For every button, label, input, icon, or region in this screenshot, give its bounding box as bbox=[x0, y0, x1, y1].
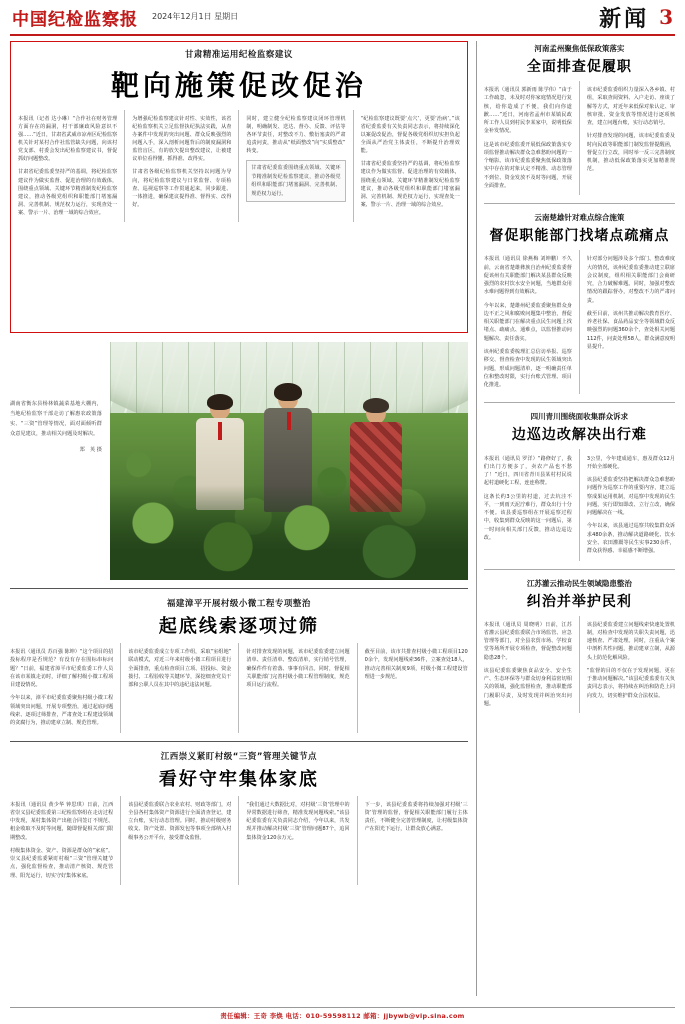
article-jiangsu-col-2 bbox=[587, 616, 675, 714]
column-separator bbox=[238, 643, 239, 733]
article-sichuan-para-2: 该县纪委监委坚持把解决群众急难愁盼问题作为巡察工作的重要内容，建立巡察成果运用机制，对巡察中发现的民生问题，实行即知即改、立行立改，确保问题解决在一线。 bbox=[586, 477, 676, 517]
lead-story-columns bbox=[18, 110, 460, 222]
newspaper-logo: 中国纪检监察报 bbox=[12, 9, 138, 30]
article-yunnan-kicker: 云南楚雄针对难点综合施策 bbox=[534, 213, 625, 223]
article-fujian-col-3 bbox=[246, 643, 349, 733]
article-fujian-columns bbox=[10, 643, 468, 733]
article-jiangxi-kicker: 江西崇义紧盯村级“三资”管理关键节点 bbox=[160, 751, 317, 762]
column-separator bbox=[357, 796, 358, 886]
article-fujian bbox=[10, 597, 468, 733]
person-hair bbox=[207, 394, 233, 410]
lead-story-para-0: 甘肃省纪委监委坚持严的基调，将纪检监察建议作为做实监督、促进治理的有效载体，围绕重点领域、关键环节精准制发纪检监察建议，推动各级党组织和职能部门堵塞漏洞、完善机制、规范权力运行，实现查处一案、警示一片、治理一域的综合效应。 bbox=[18, 169, 118, 216]
column-separator bbox=[579, 449, 580, 560]
column-separator bbox=[238, 796, 239, 886]
article-henan bbox=[484, 43, 675, 195]
article-jiangxi-col-1 bbox=[10, 796, 113, 886]
article-jiangxi-col-4 bbox=[365, 796, 468, 886]
column-separator bbox=[579, 81, 580, 195]
right-column bbox=[476, 41, 675, 996]
greenhouse-photo bbox=[110, 342, 468, 580]
column-separator bbox=[579, 250, 580, 394]
article-fujian-col-1 bbox=[10, 643, 113, 733]
article-jiangxi-col-3 bbox=[246, 796, 349, 886]
photo-caption-wrap bbox=[10, 342, 102, 580]
article-henan-para-1: 这是该市纪委监委开展低保政策落实专项监督推动解决群众急难愁盼问题的一个缩影。该市纪委监委聚焦低保政策落实中存在的对象认定不精准、动态管理不到位、资金发放不及时等问题，开展全面排查。 bbox=[483, 141, 572, 189]
article-jiangsu-para-2: 该县纪委监委建立问题线索快速处置机制，对检查中发现的失职失责问题，迅速核查、严肃处理。同时，注重从个案中剖析共性问题，推动建章立制，从源头上防范化解风险。 bbox=[586, 621, 676, 661]
page-footer: 责任编辑：王奇 李焕 电话：010-59598112 邮箱：jjbywb@vip.sina.com bbox=[10, 1007, 675, 1020]
article-jiangxi-para-0: 本报讯（通讯员 黄少华 钟思琪）日前，江西省崇义县纪委监委第三纪检监察组在走访过程中发现，某村集体资产出租合同签订不规范、租金收取不及时等问题，随即督促相关部门限期整改。 bbox=[10, 801, 114, 841]
article-yunnan-headline: 督促职能部门找堵点疏痛点 bbox=[489, 228, 670, 245]
article-henan-col-1 bbox=[484, 81, 572, 195]
article-jiangxi-columns bbox=[10, 796, 468, 886]
article-sichuan-col-1 bbox=[484, 449, 572, 560]
article-jiangxi-para-2: 该县纪委监委联合农业农村、财政等部门，对全县各村集体资产资源进行全面清查登记，建立台账，实行动态管理。同时，推动村级财务收支、资产处置、资源发包等事项全部纳入村级事务公开平台，接受群众监督。 bbox=[128, 801, 232, 841]
article-henan-kicker: 河南孟州聚焦低保政策落实 bbox=[534, 44, 625, 53]
article-yunnan-para-1: 今年以来，楚雄州纪委监委聚焦群众身边不正之风和腐败问题集中整治，督促相关职能部门在解决重点民生问题上找堵点、疏痛点、通难点，以监督推动问题解决、责任落实。 bbox=[483, 302, 572, 342]
person-hair bbox=[274, 383, 302, 401]
article-yunnan bbox=[484, 212, 675, 394]
article-sichuan-columns bbox=[484, 449, 675, 560]
section-divider bbox=[484, 569, 675, 570]
lead-story-dateline: 本报讯（记者 达小琳）“合作社在财务管理方面存在的漏洞，村干部廉政风险意识不强……”近日，甘肃省武威市凉州区纪检监察机关针对某村合作社监管缺失问题，向该村党支部、村委会发出纪检监察建议书，督促抓好问题整改。 bbox=[18, 116, 118, 163]
lead-story bbox=[10, 41, 468, 333]
article-yunnan-col-2 bbox=[587, 250, 675, 394]
section-title: 新闻 bbox=[599, 5, 650, 32]
column-separator bbox=[353, 110, 354, 222]
article-sichuan bbox=[484, 411, 675, 560]
page-number: 3 bbox=[659, 5, 673, 29]
article-sichuan-headline: 边巡边改解决出行难 bbox=[511, 427, 647, 444]
column-separator bbox=[238, 110, 239, 222]
section-divider bbox=[484, 203, 675, 204]
article-yunnan-para-3: 针对部分问题涉及多个部门、整改难度大的情况，该州纪委监委推动建立联席会议制度，组织相关职能部门会商研究，合力破解难题。同时，加强对整改情况的跟踪督办，对整改不力的严肃问责。 bbox=[586, 256, 676, 304]
column-separator bbox=[357, 643, 358, 733]
lead-story-col-4 bbox=[361, 110, 460, 222]
lead-story-para-0b: 甘肃省纪委监委坚持严的基调，将纪检监察建议作为做实监督、促进治理的有效载体，围绕重点领域、关键环节精准制发纪检监察建议，推动各级党组织和职能部门堵塞漏洞、完善机制、规范权力运行，实现查处一案、警示一片、治理一域的综合效应。 bbox=[360, 161, 460, 208]
page-body bbox=[10, 41, 675, 996]
lead-story-col-2 bbox=[132, 110, 231, 222]
section-divider bbox=[484, 402, 675, 403]
article-sichuan-kicker: 四川青川围绕面收集群众诉求 bbox=[530, 412, 629, 422]
article-fujian-para-4: 截至目前，该市共排查村级小微工程项目1200余个，发现问题线索36件，立案查处18人，推动完善相关制度9项，村级小微工程建设管理进一步规范。 bbox=[364, 649, 468, 680]
article-jiangxi-col-2 bbox=[128, 796, 231, 886]
masthead bbox=[10, 0, 675, 36]
photo-block bbox=[10, 342, 468, 580]
article-fujian-para-2: 该市纪委监委成立专项工作组，采取“室组地”联动模式，对近三年来村级小微工程项目进行全面排查，重点检查项目立项、招投标、资金拨付、工程验收等关键环节，深挖细查党员干部和公职人员在其中的违纪违法问题。 bbox=[128, 649, 232, 689]
article-jiangsu-columns bbox=[484, 616, 675, 714]
article-sichuan-para-0: 本报讯（通讯员 罗洋）“路修好了，我们出门方便多了，卖农产品也不愁了！”近日，四川省青川县某村村民说起村道硬化工程，连连称赞。 bbox=[483, 455, 572, 487]
article-jiangsu-headline: 纠治并举护民利 bbox=[526, 593, 632, 610]
lead-story-para-2: 甘肃省各级纪检监察机关坚持以问题为导向，将纪检监察建议与日常监督、专项检查、巡视巡察等工作贯通起来，同步跟进、一体推进，确保建议提得准、督得实、改得好。 bbox=[132, 169, 232, 208]
section-divider bbox=[10, 741, 468, 742]
lead-story-para-4: “纪检监察建议既要‘点穴’，更要‘治病’。”该省纪委监委有关负责同志表示，将持续深化以案促改促治，督促各级党组织切实担负起全面从严治党主体责任，不断提升治理效能。 bbox=[360, 116, 460, 155]
column-separator bbox=[579, 616, 580, 714]
person-hair bbox=[363, 398, 389, 413]
article-henan-col-2 bbox=[587, 81, 675, 195]
section-divider bbox=[10, 588, 468, 589]
article-jiangxi-para-1: 村级集体资金、资产、资源是群众的“家底”。崇义县纪委监委紧盯村级“三资”管理关键节点，强化监督检查，推动清产核资、规范管理、阳光运行，切实守好集体家底。 bbox=[10, 847, 114, 879]
lead-story-para-1: 为增强纪检监察建议针对性、实效性，该省纪检监察机关立足监督执纪执法实践，从查办案件中发现的突出问题、群众反映强烈的问题入手，深入剖析问题背后的制度漏洞和监管盲区，有的放矢提出整改建议，让被建议单位看得懂、抓得准、改得实。 bbox=[132, 116, 232, 163]
lead-story-pull-quote: 甘肃省纪委监委围绕重点领域、关键环节精准制发纪检监察建议，推动各级党组织和职能部门堵塞漏洞、完善机制、规范权力运行。 bbox=[246, 160, 345, 202]
publication-date: 2024年12月1日 星期日 bbox=[152, 11, 239, 21]
article-fujian-headline: 起底线索逐项过筛 bbox=[158, 616, 319, 637]
article-jiangsu-para-3: “监督的目的不仅在于发现问题，更在于推动问题解决。”该县纪委监委有关负责同志表示，将持续在纠治和防范上同向发力，切实维护群众合法权益。 bbox=[586, 667, 676, 699]
lead-story-headline: 靶向施策促改促治 bbox=[110, 69, 367, 102]
column-separator bbox=[124, 110, 125, 222]
article-henan-headline: 全面排查促履职 bbox=[526, 59, 632, 75]
article-jiangxi-para-4: 下一步，该县纪委监委将持续加强对村级‘三资’管理的监督，督促相关职能部门履行主体责任，不断健全完善管理制度，让村级集体资产在阳光下运行，让群众放心满意。 bbox=[364, 801, 468, 833]
left-column bbox=[10, 41, 468, 996]
article-fujian-para-0: 本报讯（通讯员 苏百强 陈坤）“这个项目的招投标程序是否规范？有没有存在围标串标问题？”日前，福建省漳平市纪委监委工作人员在该市某镇走访时，详细了解村级小微工程项目建设情况。 bbox=[10, 649, 114, 689]
lead-story-col-3 bbox=[246, 110, 345, 222]
photo-credit: 郑 英 摄 bbox=[79, 446, 102, 453]
column-separator bbox=[120, 796, 121, 886]
photo-caption: 湖南省衡东县杨林镇蔬菜基地大棚内，当地纪检监察干部走访了解惠农政策落实、“三资”管理等情况，面对面倾听群众意见建议，推动相关问题及时解决。 bbox=[10, 401, 102, 437]
article-fujian-col-4 bbox=[365, 643, 468, 733]
article-sichuan-para-3: 今年以来，该县通过巡察共收集群众诉求480余条，推动解决道路硬化、饮水安全、农田灌溉等民生实事230余件，群众获得感、幸福感不断增强。 bbox=[586, 523, 676, 555]
article-jiangsu-kicker: 江苏灌云推动民生领域隐患整治 bbox=[526, 578, 632, 588]
column-separator bbox=[120, 643, 121, 733]
article-fujian-para-3: 针对排查发现的问题，该市纪委监委建立问题清单、责任清单、整改清单，实行销号管理，确保件件有着落、事事有回音。同时，督促相关职能部门完善村级小微工程管理制度，规范项目运行流程。 bbox=[246, 649, 350, 689]
article-yunnan-para-4: 截至目前，该州共推动解决教育医疗、养老社保、食品药品安全等领域群众反映强烈的问题360余个，查处相关问题112件，问责处理58人，群众满意度明显提升。 bbox=[586, 310, 676, 350]
article-yunnan-para-0: 本报讯（通讯员 徐燕梅 刘坤鹏）不久前，云南省楚雄彝族自治州纪委监委督促该州有关职能部门解决某县群众反映强烈的农村饮水安全问题，当地群众用水难问题得到有效解决。 bbox=[483, 256, 572, 296]
article-fujian-kicker: 福建漳平开展村级小微工程专项整治 bbox=[166, 599, 311, 609]
lead-story-para-3: 同时，建立健全纪检监察建议闭环管理机制，明确制发、送达、督办、反馈、评估等各环节责任，对整改不力、敷衍塞责的严肃追责问责，推动从“纸面整改”向“实质整改”转变。 bbox=[246, 116, 346, 155]
article-yunnan-columns bbox=[484, 250, 675, 394]
article-henan-columns bbox=[484, 81, 675, 195]
article-jiangsu-para-1: 该县纪委监委聚焦食品安全、安全生产、生态环保等与群众切身利益密切相关的领域，强化监督检查，推动职能部门履职尽责，及时发现并纠治突出问题。 bbox=[483, 667, 572, 707]
article-jiangsu-col-1 bbox=[484, 616, 572, 714]
article-sichuan-leadin: 3公里，今年建成通车，惠及群众12月开始全部硬化。 bbox=[586, 455, 676, 470]
lead-story-col-1 bbox=[18, 110, 117, 222]
photo-foliage-front bbox=[110, 485, 468, 580]
lead-story-kicker: 甘肃精准运用纪检监察建议 bbox=[184, 50, 293, 60]
person-lanyard bbox=[218, 422, 222, 440]
article-henan-para-2: 该市纪委监委组织力量深入各乡镇、村组，采取查阅资料、入户走访、座谈了解等方式，对近年来低保对象认定、审核审批、资金发放等情况进行逐项核查，建立问题台账，实行动态销号。 bbox=[586, 87, 676, 127]
article-jiangxi-para-3: “我们通过大数据比对，对村级‘三资’管理中的异常数据进行筛查，精准发现问题线索。”该县纪委监委有关负责同志介绍，今年以来，共发现并推动解决村级‘三资’管理问题87个，追回集体资金120余万元。 bbox=[246, 801, 350, 841]
article-sichuan-para-1: 这条长约3公里的村道，过去坑洼不平，一到雨天泥泞难行，群众出行十分不便。该县委巡察组在开展巡察过程中，收集到群众反映的这一问题后，第一时间向相关部门反馈，推动边巡边改。 bbox=[483, 493, 572, 541]
article-jiangsu bbox=[484, 578, 675, 714]
article-fujian-col-2 bbox=[128, 643, 231, 733]
article-henan-para-0: 本报讯（通讯员 郭新雨 陈学伟）“由于工作疏忽，未及时对你家庭情况进行复核，给你造成了不便，我们向你道歉……”近日，河南省孟州市某镇民政所工作人员到村民李某家中，说明低保金补发情况。 bbox=[483, 87, 572, 135]
article-sichuan-col-2 bbox=[587, 449, 675, 560]
person-lanyard bbox=[287, 412, 291, 430]
article-yunnan-col-1 bbox=[484, 250, 572, 394]
article-jiangxi-headline: 看好守牢集体家底 bbox=[158, 768, 319, 790]
article-henan-para-3: 针对排查发现的问题，该市纪委监委及时向民政等职能部门制发监督提醒函，督促立行立改，同时举一反三完善制度机制，推动低保政策落实更加精准规范。 bbox=[586, 133, 676, 173]
article-fujian-para-1: 今年以来，漳平市纪委监委聚焦村级小微工程领域突出问题，开展专项整治，通过起底问题线索、逐项过筛排查，严肃查处工程建设领域的贪腐行为，推动建章立制、规范管理。 bbox=[10, 695, 114, 727]
article-jiangsu-para-0: 本报讯（通讯员 周晓明）日前，江苏省灌云县纪委监委联合市场监管、应急管理等部门，对全县农贸市场、学校食堂等场所开展专项检查，督促整改问题隐患28个。 bbox=[483, 621, 572, 661]
article-jiangxi bbox=[10, 750, 468, 886]
article-yunnan-para-2: 该州纪委监委梳理汇总信访举报、巡察移交、督查检查中发现的民生领域突出问题，形成问题清单，逐一明确责任单位和整改时限，实行台账式管理、项目化推进。 bbox=[483, 349, 572, 389]
